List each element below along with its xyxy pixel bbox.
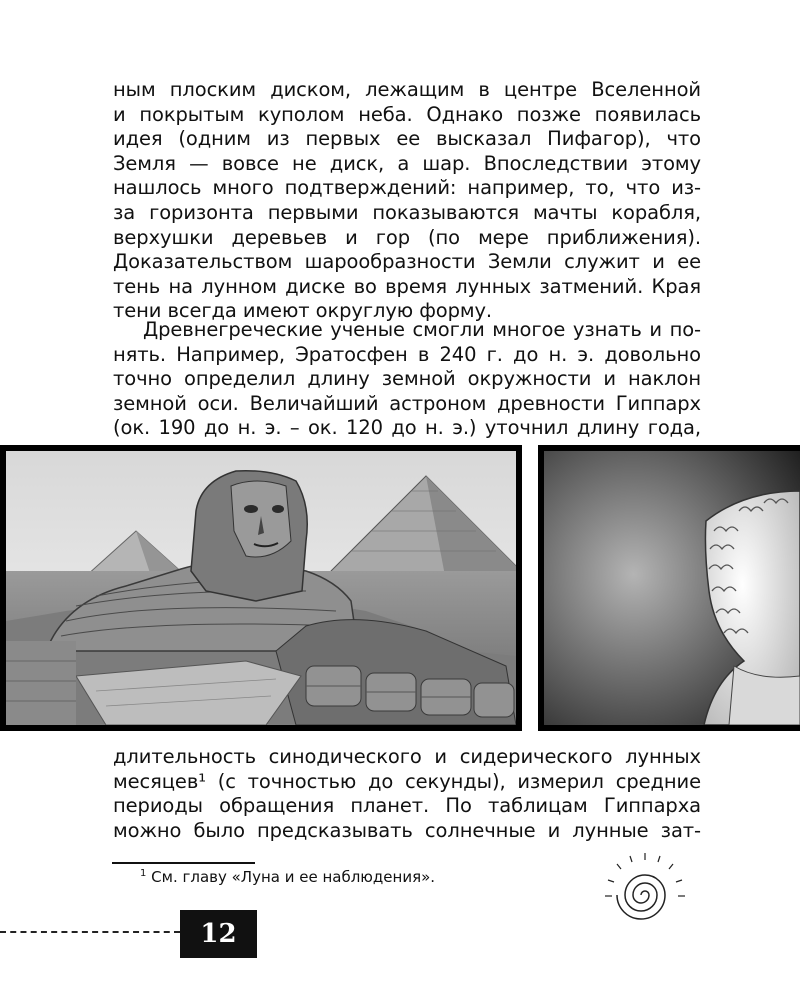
text-line: нашлось много подтверждений: например, то, что из-	[113, 176, 701, 200]
text-line: тень на лунном диске во время лунных затмений. Края	[113, 274, 701, 298]
text-line: длительность синодического и сидерического лунных	[113, 745, 701, 768]
paragraph-1	[113, 78, 701, 324]
text-line: ным плоским диском, лежащим в центре Вселенной	[113, 78, 701, 101]
text-line: тени всегда имеют округлую форму.	[113, 299, 493, 323]
text-line: точно определил длину земной окружности и наклон	[113, 367, 701, 391]
text-line: Древнегреческие ученые смогли многое узнать и по-	[143, 318, 701, 341]
text-line: (ок. 190 до н. э. – ок. 120 до н. э.) уточнил длину года,	[113, 416, 701, 440]
hipparchus-bust-photo	[538, 445, 800, 731]
sphinx-pyramids-illustration	[6, 451, 516, 725]
text-line: земной оси. Величайший астроном древности Гиппарх	[113, 391, 701, 415]
footnote-marker: 1	[140, 868, 147, 879]
text-line: и покрытым куполом неба. Однако позже появилась	[113, 102, 701, 126]
text-line: за горизонта первыми показываются мачты корабля,	[113, 200, 701, 224]
sphinx-pyramids-photo	[0, 445, 522, 731]
sun-spiral-icon	[600, 850, 690, 940]
text-line: Доказательством шарообразности Земли служит и ее	[113, 250, 701, 274]
paragraph-2	[113, 318, 701, 441]
text-line: нять. Например, Эратосфен в 240 г. до н. э. довольно	[113, 342, 701, 366]
text-line: месяцев¹ (с точностью до секунды), измерил средние	[113, 769, 701, 793]
paragraph-3	[113, 745, 701, 843]
footnote-text: См. главу «Луна и ее наблюдения».	[151, 868, 436, 886]
text-line: верхушки деревьев и гор (по мере приближения).	[113, 225, 701, 249]
page-dashed-line	[0, 931, 180, 933]
footnote	[140, 868, 435, 886]
text-line: Земля — вовсе не диск, а шар. Впоследствии этому	[113, 151, 701, 175]
text-line: можно было предсказывать солнечные и лунные зат-	[113, 818, 701, 842]
text-line: периоды обращения планет. По таблицам Гиппарха	[113, 794, 701, 818]
footnote-divider	[112, 862, 255, 864]
page-number: 12	[180, 910, 257, 958]
text-line: идея (одним из первых ее высказал Пифагор), что	[113, 127, 701, 151]
hipparchus-bust-illustration	[544, 451, 800, 725]
